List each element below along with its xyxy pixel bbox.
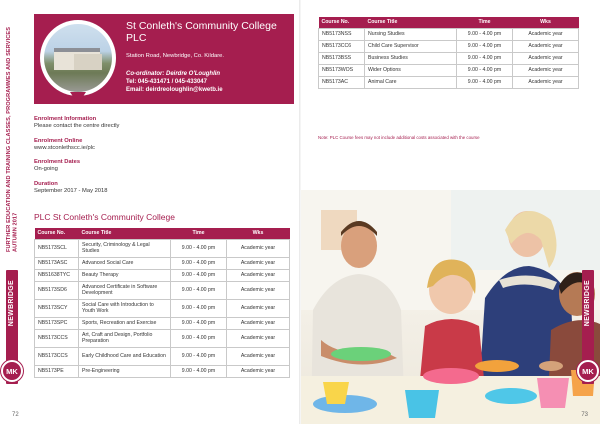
course-number: NB5173AC: [319, 76, 365, 88]
childcare-photo: [301, 190, 600, 424]
course-number: NB5173SCL: [35, 239, 79, 257]
page-number-right: 73: [581, 412, 588, 418]
course-number: NB5173BSS: [319, 52, 365, 64]
college-title: St Conleth's Community College PLC: [126, 20, 277, 44]
fees-note: Note: PLC Course fees may not include additional costs associated with the course: [318, 135, 480, 140]
course-number: NB5173CC6: [319, 40, 365, 52]
table-row: [319, 28, 579, 40]
enrolment-online-block: [34, 138, 264, 152]
info-value: Please contact the centre directly: [34, 123, 120, 129]
table-row: [319, 40, 579, 52]
blue-plate: [485, 388, 537, 404]
table-header-row: [35, 228, 290, 239]
course-title: Security, Criminology & Legal Studies: [79, 239, 171, 257]
info-value: September 2017 - May 2018: [34, 188, 108, 194]
course-duration: Academic year: [227, 269, 290, 281]
col-course-no: Course No.: [319, 17, 365, 28]
course-table-left: [34, 228, 290, 378]
college-photo: [40, 20, 116, 96]
course-time: 9.00 - 4.00 pm: [171, 257, 227, 269]
side-banner: FURTHER EDUCATION AND TRAINING CLASSES, PROGRAMMES AND SERVICES AUTUMN 2017: [6, 26, 19, 252]
course-time: 9.00 - 4.00 pm: [171, 317, 227, 329]
course-title: Early Childhood Care and Education: [79, 347, 171, 365]
col-course-no: Course No.: [35, 228, 79, 239]
childcare-photo-illustration: [301, 190, 600, 424]
course-title: Wider Options: [365, 64, 457, 76]
snack: [539, 361, 563, 371]
section-title: PLC St Conleth's Community College: [34, 212, 175, 222]
course-duration: Academic year: [227, 257, 290, 269]
table-row: [35, 281, 290, 299]
coordinator-label: Co-ordinator:: [126, 71, 165, 77]
course-time: 9.00 - 4.00 pm: [457, 40, 513, 52]
course-duration: Academic year: [513, 76, 579, 88]
college-contact: [126, 70, 223, 94]
course-title: Advanced Certificate in Software Development: [79, 281, 171, 299]
col-course-title: Course Title: [79, 228, 171, 239]
course-time: 9.00 - 4.00 pm: [171, 299, 227, 317]
course-title: Advanced Social Care: [79, 257, 171, 269]
coordinator-name: Deirdre O'Loughlin: [166, 71, 221, 77]
table-row: [35, 365, 290, 377]
course-time: 9.00 - 4.00 pm: [171, 365, 227, 377]
duration-block: [34, 181, 264, 195]
table-row: [35, 329, 290, 347]
course-title: Nursing Studies: [365, 28, 457, 40]
table-row: [35, 317, 290, 329]
course-title: Child Care Supervisor: [365, 40, 457, 52]
table-row: [35, 239, 290, 257]
info-label: Enrolment Information: [34, 116, 97, 122]
course-time: 9.00 - 4.00 pm: [171, 347, 227, 365]
course-number: NB51638TYC: [35, 269, 79, 281]
col-wks: Wks: [513, 17, 579, 28]
course-duration: Academic year: [227, 365, 290, 377]
blue-cup: [405, 390, 439, 418]
course-number: NB5173SCY: [35, 299, 79, 317]
info-value: On-going: [34, 166, 58, 172]
col-time: Time: [457, 17, 513, 28]
college-building-image: [44, 24, 112, 92]
course-number: NB5173CCS: [35, 329, 79, 347]
table-row: [319, 52, 579, 64]
course-title: Pre-Engineering: [79, 365, 171, 377]
area-tab-label: NEWBRIDGE: [8, 280, 15, 327]
course-title: Sports, Recreation and Exercise: [79, 317, 171, 329]
course-number: NB5173CCS: [35, 347, 79, 365]
course-number: NB5173ASC: [35, 257, 79, 269]
info-label: Enrolment Dates: [34, 159, 81, 165]
course-time: 9.00 - 4.00 pm: [457, 52, 513, 64]
course-time: 9.00 - 4.00 pm: [171, 281, 227, 299]
info-label: Duration: [34, 181, 58, 187]
course-number: NB5173NSS: [319, 28, 365, 40]
course-title: Business Studies: [365, 52, 457, 64]
college-address: Station Road, Newbridge, Co. Kildare.: [126, 53, 224, 59]
course-duration: Academic year: [227, 299, 290, 317]
course-title: Animal Care: [365, 76, 457, 88]
course-time: 9.00 - 4.00 pm: [171, 269, 227, 281]
course-duration: Academic year: [513, 40, 579, 52]
course-duration: Academic year: [227, 329, 290, 347]
telephone: Tel: 045-431471 / 045-433047: [126, 79, 207, 85]
course-number: NB5173SPC: [35, 317, 79, 329]
col-course-title: Course Title: [365, 17, 457, 28]
course-number: NB5173WOS: [319, 64, 365, 76]
course-time: 9.00 - 4.00 pm: [457, 64, 513, 76]
course-table-right: [318, 17, 579, 89]
course-number: NB5173PE: [35, 365, 79, 377]
course-title: Art, Craft and Design, Portfolio Preparation: [79, 329, 171, 347]
course-duration: Academic year: [227, 281, 290, 299]
course-time: 9.00 - 4.00 pm: [457, 28, 513, 40]
page-number-left: 72: [12, 412, 19, 418]
enrolment-url[interactable]: www.stconlethscc.ie/plc: [34, 145, 95, 151]
area-code-badge-right: MK: [577, 360, 599, 382]
course-duration: Academic year: [513, 64, 579, 76]
orange-plate: [475, 360, 519, 372]
table-row: [35, 299, 290, 317]
table-row: [35, 347, 290, 365]
area-code-badge-left: MK: [1, 360, 23, 382]
course-duration: Academic year: [513, 52, 579, 64]
col-time: Time: [171, 228, 227, 239]
course-duration: Academic year: [513, 28, 579, 40]
pink-plate: [423, 368, 479, 384]
course-title: Beauty Therapy: [79, 269, 171, 281]
course-time: 9.00 - 4.00 pm: [457, 76, 513, 88]
enrolment-dates-block: [34, 159, 264, 173]
table-row: [319, 76, 579, 88]
email-address: Email: deirdreoloughlin@kwetb.ie: [126, 87, 223, 93]
green-plate: [331, 347, 391, 361]
course-number: NB5173SD6: [35, 281, 79, 299]
table-row: [35, 257, 290, 269]
yellow-cup: [323, 382, 349, 404]
table-row: [35, 269, 290, 281]
map-pin-icon: [70, 92, 86, 104]
course-time: 9.00 - 4.00 pm: [171, 329, 227, 347]
col-wks: Wks: [227, 228, 290, 239]
course-duration: Academic year: [227, 239, 290, 257]
building-annex-shape: [74, 54, 102, 70]
pink-cup: [537, 378, 569, 408]
info-label: Enrolment Online: [34, 138, 83, 144]
table-header-row: [319, 17, 579, 28]
enrolment-info-block: [34, 116, 264, 130]
area-tab-label: NEWBRIDGE: [584, 280, 591, 327]
course-time: 9.00 - 4.00 pm: [171, 239, 227, 257]
table-row: [319, 64, 579, 76]
course-duration: Academic year: [227, 347, 290, 365]
course-duration: Academic year: [227, 317, 290, 329]
course-title: Social Care with Introduction to Youth Work: [79, 299, 171, 317]
